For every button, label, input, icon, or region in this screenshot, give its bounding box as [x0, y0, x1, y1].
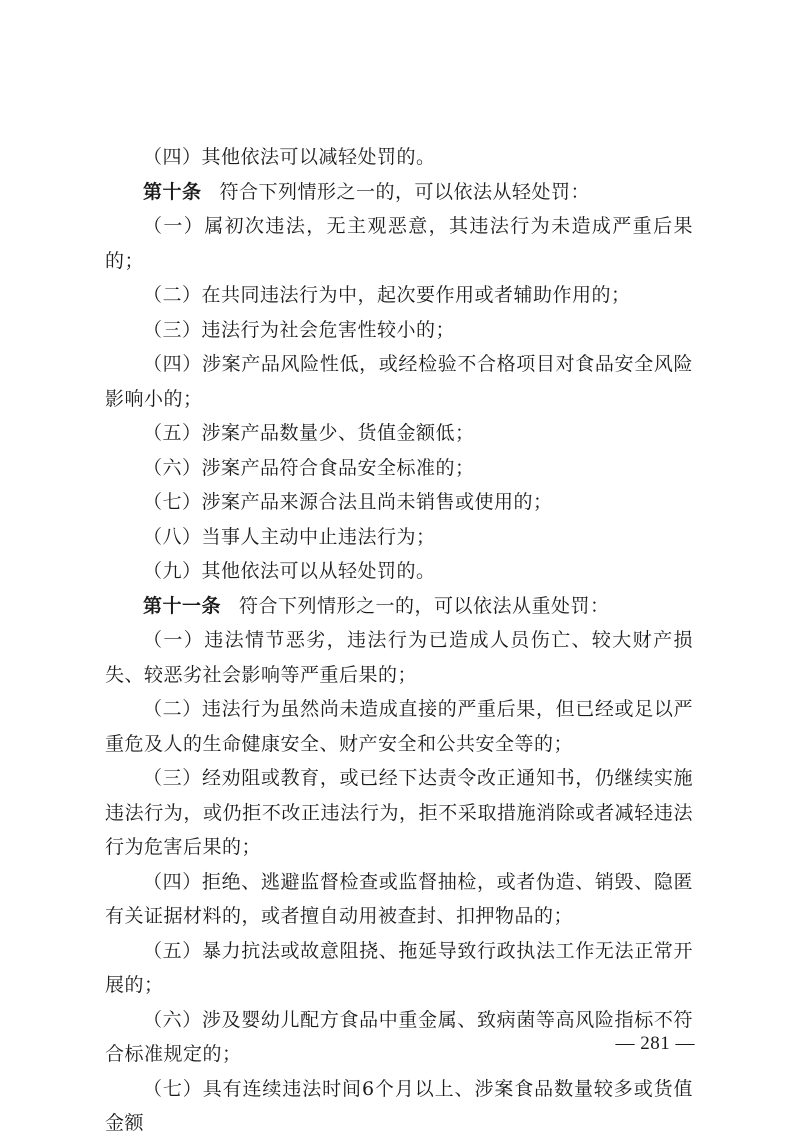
paragraph: [105, 278, 693, 313]
paragraph: [105, 692, 693, 761]
page-number: — 281 —: [615, 1033, 695, 1054]
paragraph-text: （三）经劝阻或教育，或已经下达责令改正通知书，仍继续实施违法行为，或仍拒不改正违法行为，拒不采取措施消除或者减轻违法行为危害后果的；: [105, 767, 693, 858]
paragraph: [105, 865, 693, 934]
paragraph: [105, 623, 693, 692]
paragraph: [105, 934, 693, 1003]
paragraph: [105, 347, 693, 416]
paragraph-text: （七）具有连续违法时间6个月以上、涉案食品数量较多或货值金额: [105, 1077, 693, 1134]
paragraph: [105, 485, 693, 520]
paragraph: [105, 1072, 693, 1141]
paragraph-text: （九）其他依法可以从轻处罚的。: [143, 560, 436, 582]
article-heading: 第十一条: [143, 594, 222, 617]
paragraph-text: （二）违法行为虽然尚未造成直接的严重后果，但已经或足以严重危及人的生命健康安全、财产安全和公共安全等的；: [105, 698, 693, 755]
paragraph: [105, 175, 693, 210]
paragraph-text: （六）涉及婴幼儿配方食品中重金属、致病菌等高风险指标不符合标准规定的；: [105, 1008, 693, 1065]
paragraph-text: 符合下列情形之一的，可以依法从轻处罚：: [219, 180, 591, 203]
paragraph-text: （五）涉案产品数量少、货值金额低；: [143, 422, 475, 444]
paragraph-text: （七）涉案产品来源合法且尚未销售或使用的；: [143, 491, 553, 513]
paragraph-text: （一）属初次违法，无主观恶意，其违法行为未造成严重后果的；: [105, 215, 693, 272]
paragraph-text: （一）违法情节恶劣，违法行为已造成人员伤亡、较大财产损失、较恶劣社会影响等严重后果的；: [105, 629, 693, 686]
paragraph: [105, 761, 693, 865]
paragraph-text: （六）涉案产品符合食品安全标准的；: [143, 456, 475, 479]
paragraph-text: （三）违法行为社会危害性较小的；: [143, 318, 456, 341]
paragraph-text: （二）在共同违法行为中，起次要作用或者辅助作用的；: [143, 284, 631, 306]
article-heading: 第十条: [143, 180, 202, 203]
paragraph: [105, 451, 693, 486]
paragraph: [105, 209, 693, 278]
paragraph: [105, 416, 693, 451]
paragraph-text: （八）当事人主动中止违法行为；: [143, 525, 436, 548]
paragraph-text: （四）其他依法可以减轻处罚的。: [143, 146, 436, 168]
paragraph: [105, 554, 693, 589]
paragraph-text: 符合下列情形之一的，可以依法从重处罚：: [239, 594, 610, 617]
paragraph: [105, 589, 693, 624]
paragraph-text: （五）暴力抗法或故意阻挠、拖延导致行政执法工作无法正常开展的；: [105, 939, 693, 996]
document-body: [105, 140, 693, 1141]
paragraph: [105, 520, 693, 555]
paragraph: [105, 1003, 693, 1072]
paragraph: [105, 140, 693, 175]
paragraph: [105, 313, 693, 348]
paragraph-text: （四）拒绝、逃避监督检查或监督抽检，或者伪造、销毁、隐匿有关证据材料的，或者擅自动用被查封、扣押物品的；: [105, 870, 693, 927]
paragraph-text: （四）涉案产品风险性低，或经检验不合格项目对食品安全风险影响小的；: [105, 353, 693, 410]
